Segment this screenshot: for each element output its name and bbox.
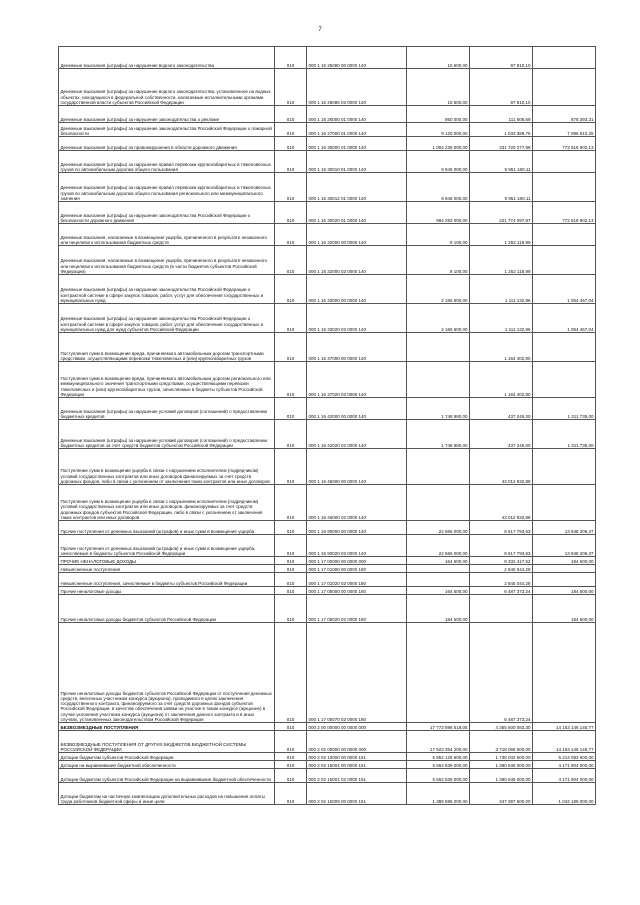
row-executed-amount: 1 252 118,99 xyxy=(470,246,533,275)
row-executed-amount: 9 332 417,52 xyxy=(470,557,533,565)
row-name: Денежные взыскания (штрафы) за нарушение правил перевозки крупногабаритных и тяжеловесных грузов по автомобильным дорогам общего пользования регионального или межмуниципального значения xyxy=(59,173,275,202)
row-approved-amount xyxy=(407,573,470,587)
row-remaining-amount xyxy=(533,224,596,246)
row-approved-amount: 22 566 000,00 xyxy=(407,535,470,557)
row-remaining-amount: 184 500,00 xyxy=(533,595,596,623)
row-approved-amount xyxy=(407,362,470,398)
row-name: Прочие поступления от денежных взысканий (штрафов) и иных сумм в возмещение ущерба xyxy=(59,521,275,535)
table-row xyxy=(59,485,596,521)
row-kbk-code: 000 1 16 46000 02 0000 140 xyxy=(307,485,407,521)
page-number: 7 xyxy=(318,27,322,33)
row-code: 010 xyxy=(275,485,307,521)
row-kbk-code: 000 1 17 01000 00 0000 180 xyxy=(307,565,407,573)
row-name: Прочие поступления от денежных взысканий (штрафов) и иных сумм в возмещение ущерба, зачисляемые в бюджеты субъектов Российской Федерации xyxy=(59,535,275,557)
row-remaining-amount: 14 153 146 145,77 xyxy=(533,731,596,753)
row-name: Денежные взыскания (штрафы) за нарушение правил перевозки крупногабаритных и тяжеловесных грузов по автомобильным дорогам общего пользования xyxy=(59,151,275,173)
row-name: Денежные взыскания (штрафы) за нарушение законодательства Российской Федерации о пожарной безопасности xyxy=(59,123,275,137)
table-row xyxy=(59,173,596,202)
row-name: Дотации бюджетам на частичную компенсацию дополнительных расходов на повышение оплаты труда работников бюджетной сферы и иные цели xyxy=(59,783,275,805)
row-executed-amount: 87 810,10 xyxy=(470,47,533,69)
table-row xyxy=(59,137,596,151)
row-kbk-code: 000 1 16 33020 02 0000 140 xyxy=(307,304,407,333)
row-name: Денежные взыскания (штрафы) за нарушение условий договоров (соглашений) о предоставлении бюджетных кредитов за счет средств бюджетов субъектов Российской Федерации xyxy=(59,420,275,449)
row-approved-amount: 164 500,00 xyxy=(407,587,470,595)
row-remaining-amount: 772 518 902,13 xyxy=(533,202,596,224)
row-executed-amount: 1 033 389,75 xyxy=(470,123,533,137)
row-kbk-code: 000 1 17 05020 02 0000 180 xyxy=(307,595,407,623)
row-name: Денежные взыскания (штрафы) за нарушение условий договоров (соглашений) о предоставлении бюджетных кредитов xyxy=(59,398,275,420)
row-code: 010 xyxy=(275,565,307,573)
row-code: 010 xyxy=(275,587,307,595)
row-remaining-amount: 5 214 093 600,00 xyxy=(533,753,596,761)
row-executed-amount: 1 111 132,96 xyxy=(470,275,533,304)
row-executed-amount: 43 012 932,88 xyxy=(470,449,533,485)
row-approved-amount: 184 500,00 xyxy=(407,595,470,623)
row-approved-amount: 6 952 125 600,00 xyxy=(407,753,470,761)
row-name: Поступления сумм в возмещение вреда, причиняемого автомобильным дорогам транспортными средствами, осуществляющими перевозки тяжеловесных и (или) крупногабаритных грузов xyxy=(59,333,275,362)
table-row xyxy=(59,535,596,557)
table-row xyxy=(59,761,596,769)
row-approved-amount: 5 562 539 000,00 xyxy=(407,761,470,769)
row-name: Денежные взыскания, налагаемые в возмещение ущерба, причиненного в результате незаконного или нецелевого использования бюджетных средств xyxy=(59,224,275,246)
row-approved-amount: 5 562 539 000,00 xyxy=(407,769,470,783)
row-kbk-code: 000 1 16 90000 00 0000 140 xyxy=(307,521,407,535)
row-approved-amount: 9 120 000,00 xyxy=(407,123,470,137)
row-code: 010 xyxy=(275,123,307,137)
row-remaining-amount: 13 948 206,37 xyxy=(533,535,596,557)
row-code: 010 xyxy=(275,723,307,731)
row-kbk-code: 000 1 17 01020 02 0000 180 xyxy=(307,573,407,587)
row-kbk-code: 000 1 16 30000 01 0000 140 xyxy=(307,137,407,151)
row-remaining-amount: 4 171 904 000,00 xyxy=(533,761,596,769)
row-code: 010 xyxy=(275,137,307,151)
row-remaining-amount xyxy=(533,173,596,202)
row-kbk-code: 000 1 16 30010 01 0000 140 xyxy=(307,151,407,173)
row-name: Прочие неналоговые доходы бюджетов субъектов Российской Федерации xyxy=(59,595,275,623)
row-code: 010 xyxy=(275,557,307,565)
row-executed-amount: 1 738 032 600,00 xyxy=(470,753,533,761)
row-kbk-code: 000 1 17 05070 02 0000 180 xyxy=(307,623,407,723)
row-name: Прочие неналоговые доходы бюджетов субъектов Российской Федерации от поступления денежных средств, внесенных участником конкурса (аукциона), проводимого в целях заключения государственного контракта, финансируемого за счет средств дорожных фондов субъектов Российской Федерации, в качестве обеспечения заявки на участие в таком конкурсе (аукционе) в случае уклонения участника конкурса (аукциона) от заключения данного контракта и в иных случаях, установленных законодательством Российской Федерации xyxy=(59,623,275,723)
row-approved-amount: 1 748 980,00 xyxy=(407,398,470,420)
row-approved-amount: 22 566 000,00 xyxy=(407,521,470,535)
table-row xyxy=(59,333,596,362)
row-executed-amount: 6 487 373,24 xyxy=(470,587,533,595)
row-name: Поступление сумм в возмещение ущерба в связи с нарушением исполнителем (подрядчиком) условий государственных контрактов или иных договоров, финансируемых за счет средств дорожных фондов субъектов Российской Федерации, либо в связи с уклонением от заключения таких контрактов или иных договоров xyxy=(59,485,275,521)
row-remaining-amount xyxy=(533,246,596,275)
row-remaining-amount xyxy=(533,333,596,362)
row-remaining-amount: 184 500,00 xyxy=(533,557,596,565)
table-row xyxy=(59,521,596,535)
row-kbk-code: 000 2 02 00000 00 0000 000 xyxy=(307,731,407,753)
table-row xyxy=(59,362,596,398)
row-executed-amount: 3 718 066 600,00 xyxy=(470,731,533,753)
table-row xyxy=(59,420,596,449)
row-name: Денежные взыскания (штрафы) за правонарушения в области дорожного движения xyxy=(59,137,275,151)
row-code: 010 xyxy=(275,333,307,362)
row-name: Дотации на выравнивание бюджетной обеспеченности xyxy=(59,761,275,769)
row-code: 010 xyxy=(275,275,307,304)
row-kbk-code: 000 1 16 33000 00 0000 140 xyxy=(307,275,407,304)
row-name: Прочие неналоговые доходы xyxy=(59,587,275,595)
row-name: Поступление сумм в возмещение ущерба в связи с нарушением исполнителем (подрядчиком) условий государственных контрактов или иных договоров финансируемых за счет средств дорожных фондов, либо в связи с уклонением от заключения таких контрактов или иных договоров xyxy=(59,449,275,485)
row-code: 010 xyxy=(275,398,307,420)
row-approved-amount: 17 773 898 518,05 xyxy=(407,723,470,731)
row-code: 010 xyxy=(275,595,307,623)
row-code: 010 xyxy=(275,304,307,333)
row-approved-amount: 2 165 600,00 xyxy=(407,275,470,304)
row-name: Денежные взыскания (штрафы) за нарушение водного законодательства, установленное на водных объектах, находящихся в федеральной собственности, налагаемые исполнительными органами государственной власти субъектов Российской Федерации xyxy=(59,69,275,106)
table-row xyxy=(59,151,596,173)
row-kbk-code: 000 1 16 46000 00 0000 140 xyxy=(307,449,407,485)
row-kbk-code: 000 1 16 26000 01 0000 140 xyxy=(307,106,407,123)
table-row xyxy=(59,398,596,420)
row-executed-amount: 4 355 600 083,30 xyxy=(470,723,533,731)
row-executed-amount: 8 617 793,63 xyxy=(470,521,533,535)
row-executed-amount: 1 390 635 000,00 xyxy=(470,761,533,769)
row-approved-amount: 994 293 000,00 xyxy=(407,202,470,224)
row-executed-amount: 437 245,00 xyxy=(470,398,533,420)
row-kbk-code: 000 1 16 30012 01 0000 140 xyxy=(307,173,407,202)
revenue-table xyxy=(58,46,596,805)
row-executed-amount: 43 012 932,88 xyxy=(470,485,533,521)
row-approved-amount: 1 389 586 200,00 xyxy=(407,783,470,805)
row-executed-amount: 221 774 097,87 xyxy=(470,202,533,224)
row-remaining-amount: 1 311 735,00 xyxy=(533,420,596,449)
row-kbk-code: 000 1 16 90020 02 0000 140 xyxy=(307,535,407,557)
row-executed-amount: 1 252 118,99 xyxy=(470,224,533,246)
row-executed-amount: 9 951 180,11 xyxy=(470,151,533,173)
row-approved-amount: 164 500,00 xyxy=(407,557,470,565)
row-approved-amount: 2 165 600,00 xyxy=(407,304,470,333)
row-approved-amount: 9 946 000,00 xyxy=(407,151,470,173)
row-remaining-amount xyxy=(533,449,596,485)
row-kbk-code: 000 2 00 00000 00 0000 000 xyxy=(307,723,407,731)
row-name: Денежные взыскания (штрафы) за нарушение законодательства Российской Федерации о контрактной системе в сфере закупок товаров, работ, услуг для обеспечения государственных и муниципальных нужд для нужд субъектов Российской Федерации xyxy=(59,304,275,333)
row-name: ПРОЧИЕ НЕНАЛОГОВЫЕ ДОХОДЫ xyxy=(59,557,275,565)
table-row xyxy=(59,723,596,731)
row-remaining-amount: 878 393,31 xyxy=(533,106,596,123)
row-approved-amount: 8 100,00 xyxy=(407,246,470,275)
row-remaining-amount: 4 171 904 000,00 xyxy=(533,769,596,783)
row-code: 010 xyxy=(275,173,307,202)
row-code: 010 xyxy=(275,535,307,557)
row-executed-amount: 8 617 793,63 xyxy=(470,535,533,557)
row-name: Невыясненные поступления xyxy=(59,565,275,573)
row-kbk-code: 000 1 17 00000 00 0000 000 xyxy=(307,557,407,565)
row-executed-amount: 437 245,00 xyxy=(470,420,533,449)
row-approved-amount xyxy=(407,623,470,723)
row-executed-amount: 1 390 635 000,00 xyxy=(470,769,533,783)
table-row xyxy=(59,202,596,224)
table-row xyxy=(59,246,596,275)
row-executed-amount: 231 720 277,98 xyxy=(470,137,533,151)
row-executed-amount: 1 111 132,96 xyxy=(470,304,533,333)
row-approved-amount xyxy=(407,485,470,521)
row-remaining-amount: 184 500,00 xyxy=(533,587,596,595)
row-kbk-code: 000 2 02 15009 00 0000 151 xyxy=(307,783,407,805)
row-code: 010 xyxy=(275,246,307,275)
row-code: 010 xyxy=(275,449,307,485)
row-approved-amount: 15 600,00 xyxy=(407,47,470,69)
row-code: 010 xyxy=(275,224,307,246)
row-executed-amount: 2 845 044,28 xyxy=(470,565,533,573)
row-approved-amount: 9 946 000,00 xyxy=(407,173,470,202)
row-code: 010 xyxy=(275,69,307,106)
row-executed-amount: 1 164 402,80 xyxy=(470,333,533,362)
row-remaining-amount xyxy=(533,151,596,173)
row-kbk-code: 000 1 17 05000 00 0000 180 xyxy=(307,587,407,595)
row-code: 010 xyxy=(275,769,307,783)
row-approved-amount: 950 000,00 xyxy=(407,106,470,123)
row-kbk-code: 000 2 02 15001 02 0000 151 xyxy=(307,769,407,783)
table-row xyxy=(59,783,596,805)
row-name: Дотации бюджетам субъектов Российской Федерации на выравнивание бюджетной обеспеченности xyxy=(59,769,275,783)
row-approved-amount: 1 748 980,00 xyxy=(407,420,470,449)
row-approved-amount xyxy=(407,333,470,362)
row-approved-amount xyxy=(407,449,470,485)
row-approved-amount xyxy=(407,565,470,573)
row-kbk-code: 000 1 16 42000 00 0000 140 xyxy=(307,398,407,420)
row-name: БЕЗВОЗМЕЗДНЫЕ ПОСТУПЛЕНИЯ xyxy=(59,723,275,731)
row-kbk-code: 000 1 16 30020 01 0000 140 xyxy=(307,202,407,224)
table-row xyxy=(59,224,596,246)
table-row xyxy=(59,69,596,106)
row-name: Невыясненные поступления, зачисляемые в бюджеты субъектов Российской Федерации xyxy=(59,573,275,587)
row-executed-amount: 87 810,10 xyxy=(470,69,533,106)
row-kbk-code: 000 1 16 25080 00 0000 140 xyxy=(307,47,407,69)
table-row xyxy=(59,595,596,623)
row-approved-amount: 17 522 354 200,00 xyxy=(407,731,470,753)
table-row xyxy=(59,123,596,137)
row-name: Денежные взыскания (штрафы) за нарушение законодательства Российской Федерации о контрактной системе в сфере закупок товаров, работ, услуг для обеспечения государственных и муниципальных нужд xyxy=(59,275,275,304)
row-kbk-code: 000 1 16 37020 02 0000 140 xyxy=(307,362,407,398)
row-name: Поступления сумм в возмещение вреда, причиняемого автомобильным дорогам регионального или межмуниципального значения транспортными средствами, осуществляющими перевозки тяжеловесных и (или) крупногабаритных грузов, зачисляемые в бюджеты субъектов Российской Федерации xyxy=(59,362,275,398)
row-kbk-code: 000 1 16 32000 00 0000 140 xyxy=(307,224,407,246)
row-code: 010 xyxy=(275,47,307,69)
row-kbk-code: 000 1 16 42020 02 0000 140 xyxy=(307,420,407,449)
row-kbk-code: 000 2 02 15001 00 0000 151 xyxy=(307,761,407,769)
row-kbk-code: 000 1 16 32000 02 0000 140 xyxy=(307,246,407,275)
table-row xyxy=(59,769,596,783)
table-row xyxy=(59,753,596,761)
row-code: 010 xyxy=(275,106,307,123)
row-remaining-amount xyxy=(533,565,596,573)
row-approved-amount: 8 100,00 xyxy=(407,224,470,246)
row-remaining-amount: 1 054 467,04 xyxy=(533,304,596,333)
row-name: Денежные взыскания, налагаемые в возмещение ущерба, причиненного в результате незаконного или нецелевого использования бюджетных средств (в части бюджетов субъектов Российской Федерации) xyxy=(59,246,275,275)
row-remaining-amount: 1 042 189 000,00 xyxy=(533,783,596,805)
table-row xyxy=(59,106,596,123)
row-remaining-amount xyxy=(533,623,596,723)
row-remaining-amount xyxy=(533,69,596,106)
row-executed-amount: 1 164 402,80 xyxy=(470,362,533,398)
row-executed-amount xyxy=(470,595,533,623)
row-remaining-amount: 13 948 206,37 xyxy=(533,521,596,535)
table-row xyxy=(59,573,596,587)
row-remaining-amount: 14 153 146 145,77 xyxy=(533,723,596,731)
table-row xyxy=(59,623,596,723)
row-remaining-amount: 1 311 735,00 xyxy=(533,398,596,420)
row-executed-amount: 347 397 600,00 xyxy=(470,783,533,805)
row-kbk-code: 000 2 02 10000 00 0000 151 xyxy=(307,753,407,761)
row-name: Денежные взыскания (штрафы) за нарушение законодательства о рекламе xyxy=(59,106,275,123)
row-executed-amount: 6 487 373,24 xyxy=(470,623,533,723)
row-remaining-amount: 7 086 610,25 xyxy=(533,123,596,137)
row-remaining-amount xyxy=(533,573,596,587)
row-executed-amount: 9 951 180,11 xyxy=(470,173,533,202)
row-executed-amount: 111 606,69 xyxy=(470,106,533,123)
table-row xyxy=(59,587,596,595)
row-executed-amount: 2 845 044,28 xyxy=(470,573,533,587)
row-code: 010 xyxy=(275,783,307,805)
table-row xyxy=(59,449,596,485)
row-name: Денежные взыскания (штрафы) за нарушение законодательства Российской Федерации о безопасности дорожного движения xyxy=(59,202,275,224)
row-kbk-code: 000 1 16 37000 00 0000 140 xyxy=(307,333,407,362)
row-kbk-code: 000 1 16 27000 01 0000 140 xyxy=(307,123,407,137)
row-remaining-amount xyxy=(533,47,596,69)
row-code: 010 xyxy=(275,623,307,723)
row-kbk-code: 000 1 16 25086 02 0000 140 xyxy=(307,69,407,106)
row-code: 010 xyxy=(275,420,307,449)
row-remaining-amount xyxy=(533,362,596,398)
row-name: БЕЗВОЗМЕЗДНЫЕ ПОСТУПЛЕНИЯ ОТ ДРУГИХ БЮДЖЕТОВ БЮДЖЕТНОЙ СИСТЕМЫ РОССИЙСКОЙ ФЕДЕРАЦИИ xyxy=(59,731,275,753)
row-code: 010 xyxy=(275,362,307,398)
table-row xyxy=(59,47,596,69)
row-code: 010 xyxy=(275,573,307,587)
table-row xyxy=(59,565,596,573)
row-name: Дотации бюджетам субъектов Российской Федерации xyxy=(59,753,275,761)
row-approved-amount: 1 004 239 000,00 xyxy=(407,137,470,151)
row-code: 010 xyxy=(275,521,307,535)
row-code: 010 xyxy=(275,731,307,753)
row-code: 010 xyxy=(275,753,307,761)
row-code: 010 xyxy=(275,761,307,769)
row-code: 010 xyxy=(275,151,307,173)
table-row xyxy=(59,731,596,753)
table-row xyxy=(59,275,596,304)
row-remaining-amount: 772 518 902,13 xyxy=(533,137,596,151)
table-row xyxy=(59,557,596,565)
row-code: 010 xyxy=(275,202,307,224)
row-remaining-amount xyxy=(533,485,596,521)
row-name: Денежные взыскания (штрафы) за нарушение водного законодательства xyxy=(59,47,275,69)
table-row xyxy=(59,304,596,333)
row-remaining-amount: 1 054 467,04 xyxy=(533,275,596,304)
row-approved-amount: 15 600,00 xyxy=(407,69,470,106)
